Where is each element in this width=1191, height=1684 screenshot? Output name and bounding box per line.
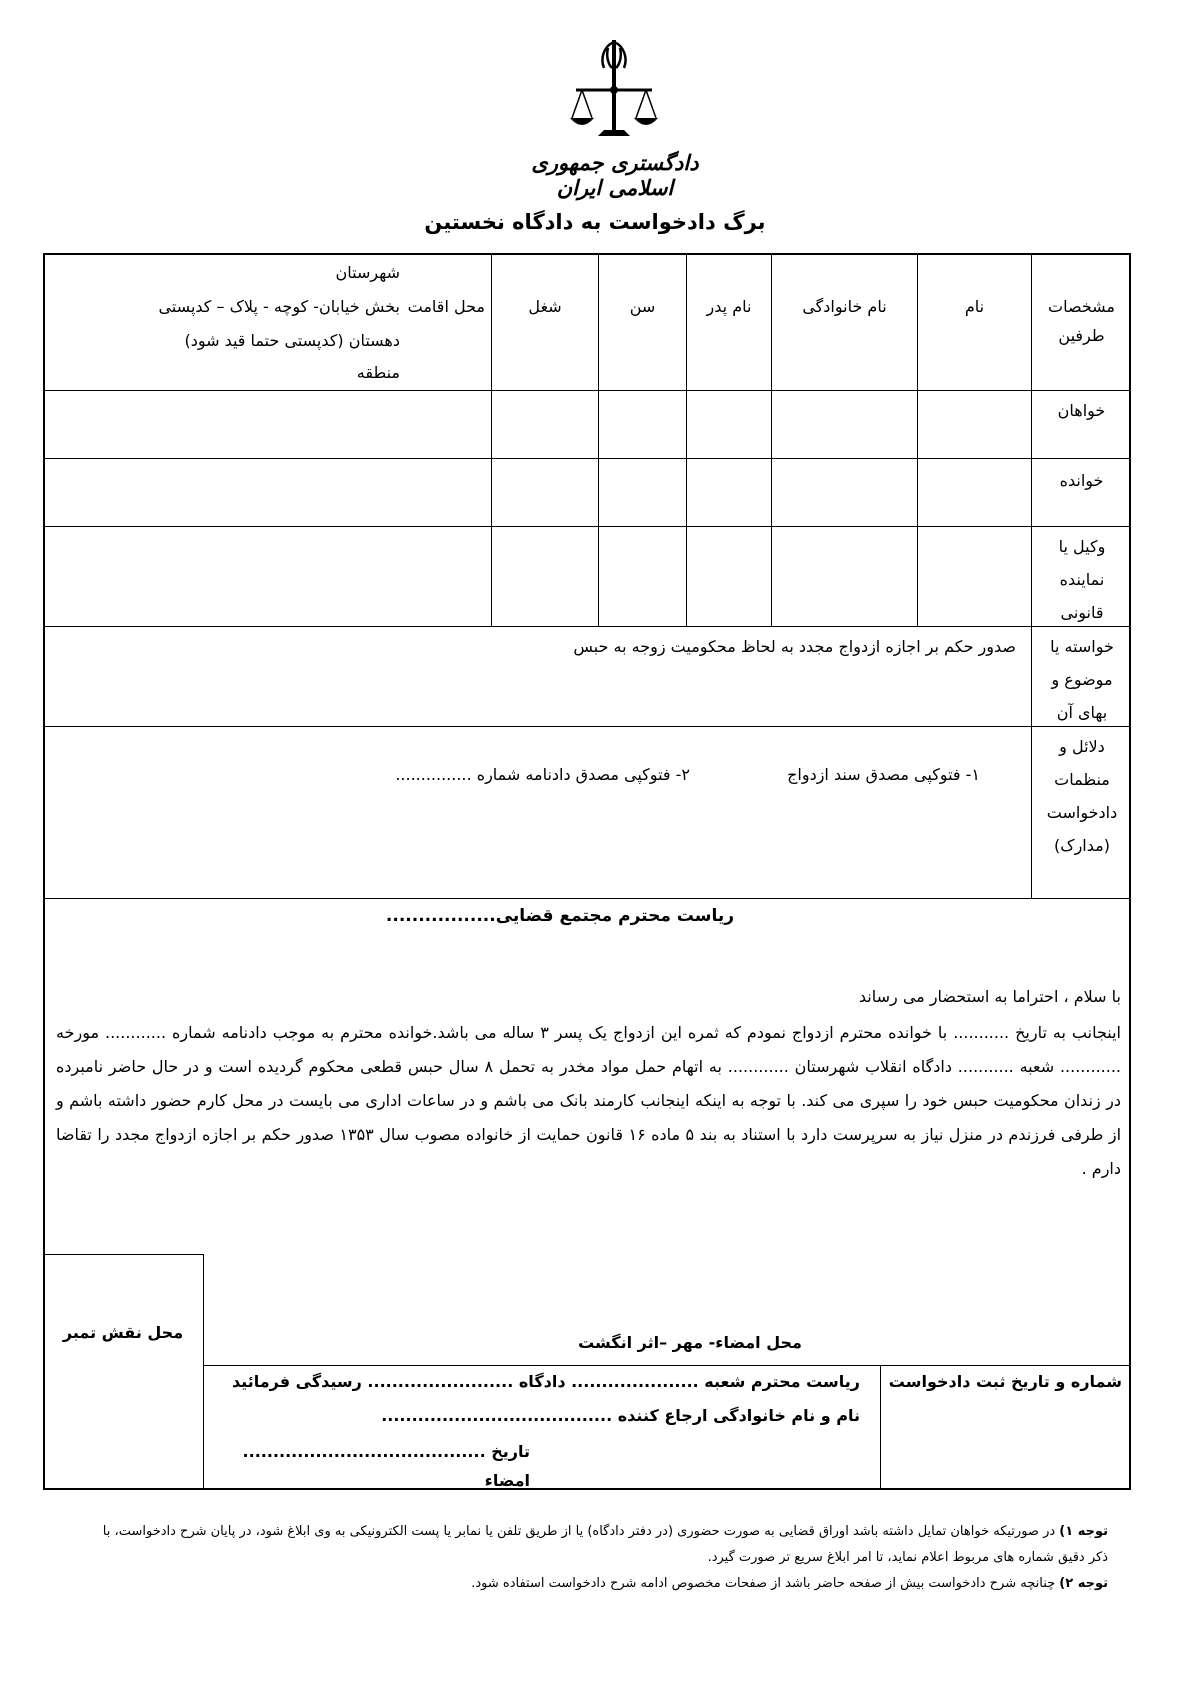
header-father: نام پدر <box>706 297 752 316</box>
header-job: شغل <box>528 297 562 316</box>
note-1: توجه ۱) در صورتیکه خواهان تمایل داشته باشد اوراق قضایی به صورت حضوری (در دفتر دادگاه) یا از طریق تلفن یا نمابر یا پست الکترونیکی به وی ابلاغ شود، در پایان شرح دادخواست، با ذکر دقیق شماره های مربوط اعلام نماید، تا امر ابلاغ سریع تر صورت گیرد. <box>102 1524 1108 1565</box>
referral-line-1: ریاست محترم شعبه ..................... دادگاه ........................ رسیدگی فرمائید <box>231 1372 860 1391</box>
header-residence-line4: منطقه <box>356 363 400 382</box>
registration-label: شماره و تاریخ ثبت دادخواست <box>888 1372 1122 1391</box>
header-residence-line2: بخش خیابان- کوچه - پلاک – کدپستی <box>158 297 400 316</box>
evidence-item-1: ۱- فتوکپی مصدق سند ازدواج <box>787 765 980 784</box>
header-age: سن <box>629 297 656 316</box>
note-2: توجه ۲) چنانچه شرح دادخواست بیش از صفحه حاضر باشد از صفحات مخصوص ادامه شرح دادخواست استفاده شود. <box>471 1576 1108 1591</box>
header-family: نام خانوادگی <box>802 297 887 316</box>
page-title: برگ دادخواست به دادگاه نخستین <box>424 210 766 234</box>
evidence-item-2: ۲- فتوکپی مصدق دادنامه شماره ............... <box>395 765 690 784</box>
row-defendant: خوانده <box>1059 471 1104 490</box>
header-name: نام <box>964 297 985 316</box>
row-plaintiff: خواهان <box>1057 401 1106 420</box>
header-residence-line3: دهستان (کدپستی حتما قید شود) <box>184 331 400 350</box>
petition-form-frame <box>43 253 1131 1490</box>
header-parties: مشخصات طرفین <box>1048 297 1115 345</box>
stamp-area-label: محل نقش تمبر <box>62 1323 184 1342</box>
judiciary-emblem <box>568 38 660 146</box>
evidence-label: دلائل و منظمات دادخواست (مدارک) <box>1046 737 1118 855</box>
claim-text: صدور حکم بر اجازه ازدواج مجدد به لحاظ محکومیت زوجه به حبس <box>573 637 1016 656</box>
referral-line-2: نام و نام خانوادگی ارجاع کننده ...................................... <box>381 1406 860 1425</box>
emblem-caption: دادگستری جمهوری اسلامی ایران <box>531 150 699 200</box>
letter-heading: ریاست محترم مجتمع قضایی................. <box>385 906 735 926</box>
signature-area-label: محل امضاء- مهر –اثر انگشت <box>578 1333 802 1352</box>
letter-greeting: با سلام ، احتراما به استحضار می رساند <box>858 987 1121 1006</box>
header-residence-label: محل اقامت <box>407 297 485 316</box>
letter-body: اینجانب به تاریخ ........... با خوانده محترم ازدواج نمودم که ثمره این ازدواج یک پسر ۳ ساله می باشد.خوانده محترم به موجب دادنامه شماره ............ مورخه ............ شعبه ........... دادگاه انقلاب شهرستان ............ به اتهام حمل مواد مخدر به تحمل ۸ سال حبس قطعی محکوم گردیده است و در حال حاضر نامبرده در زندان محکومیت حبس خود را سپری می کند. با توجه به اینکه اینجانب کارمند بانک می باشم و در ساعات اداری می بایست در محل کارم حضور داشته باشم و از طرفی فرزندم در منزل نیاز به سرپرست دارد با استناد به بند ۵ ماده ۱۶ قانون حمایت از خانواده مصوب سال ۱۳۵۳ صدور حکم بر اجازه ازدواج مجدد را تقاضا دارم . <box>56 1023 1122 1178</box>
referral-line-3: تاریخ ........................................ امضاء <box>242 1442 530 1490</box>
header-residence-line1: شهرستان <box>335 263 400 282</box>
claim-label: خواسته یا موضوع و بهای آن <box>1050 637 1114 722</box>
row-attorney: وکیل یا نماینده قانونی <box>1058 537 1106 622</box>
